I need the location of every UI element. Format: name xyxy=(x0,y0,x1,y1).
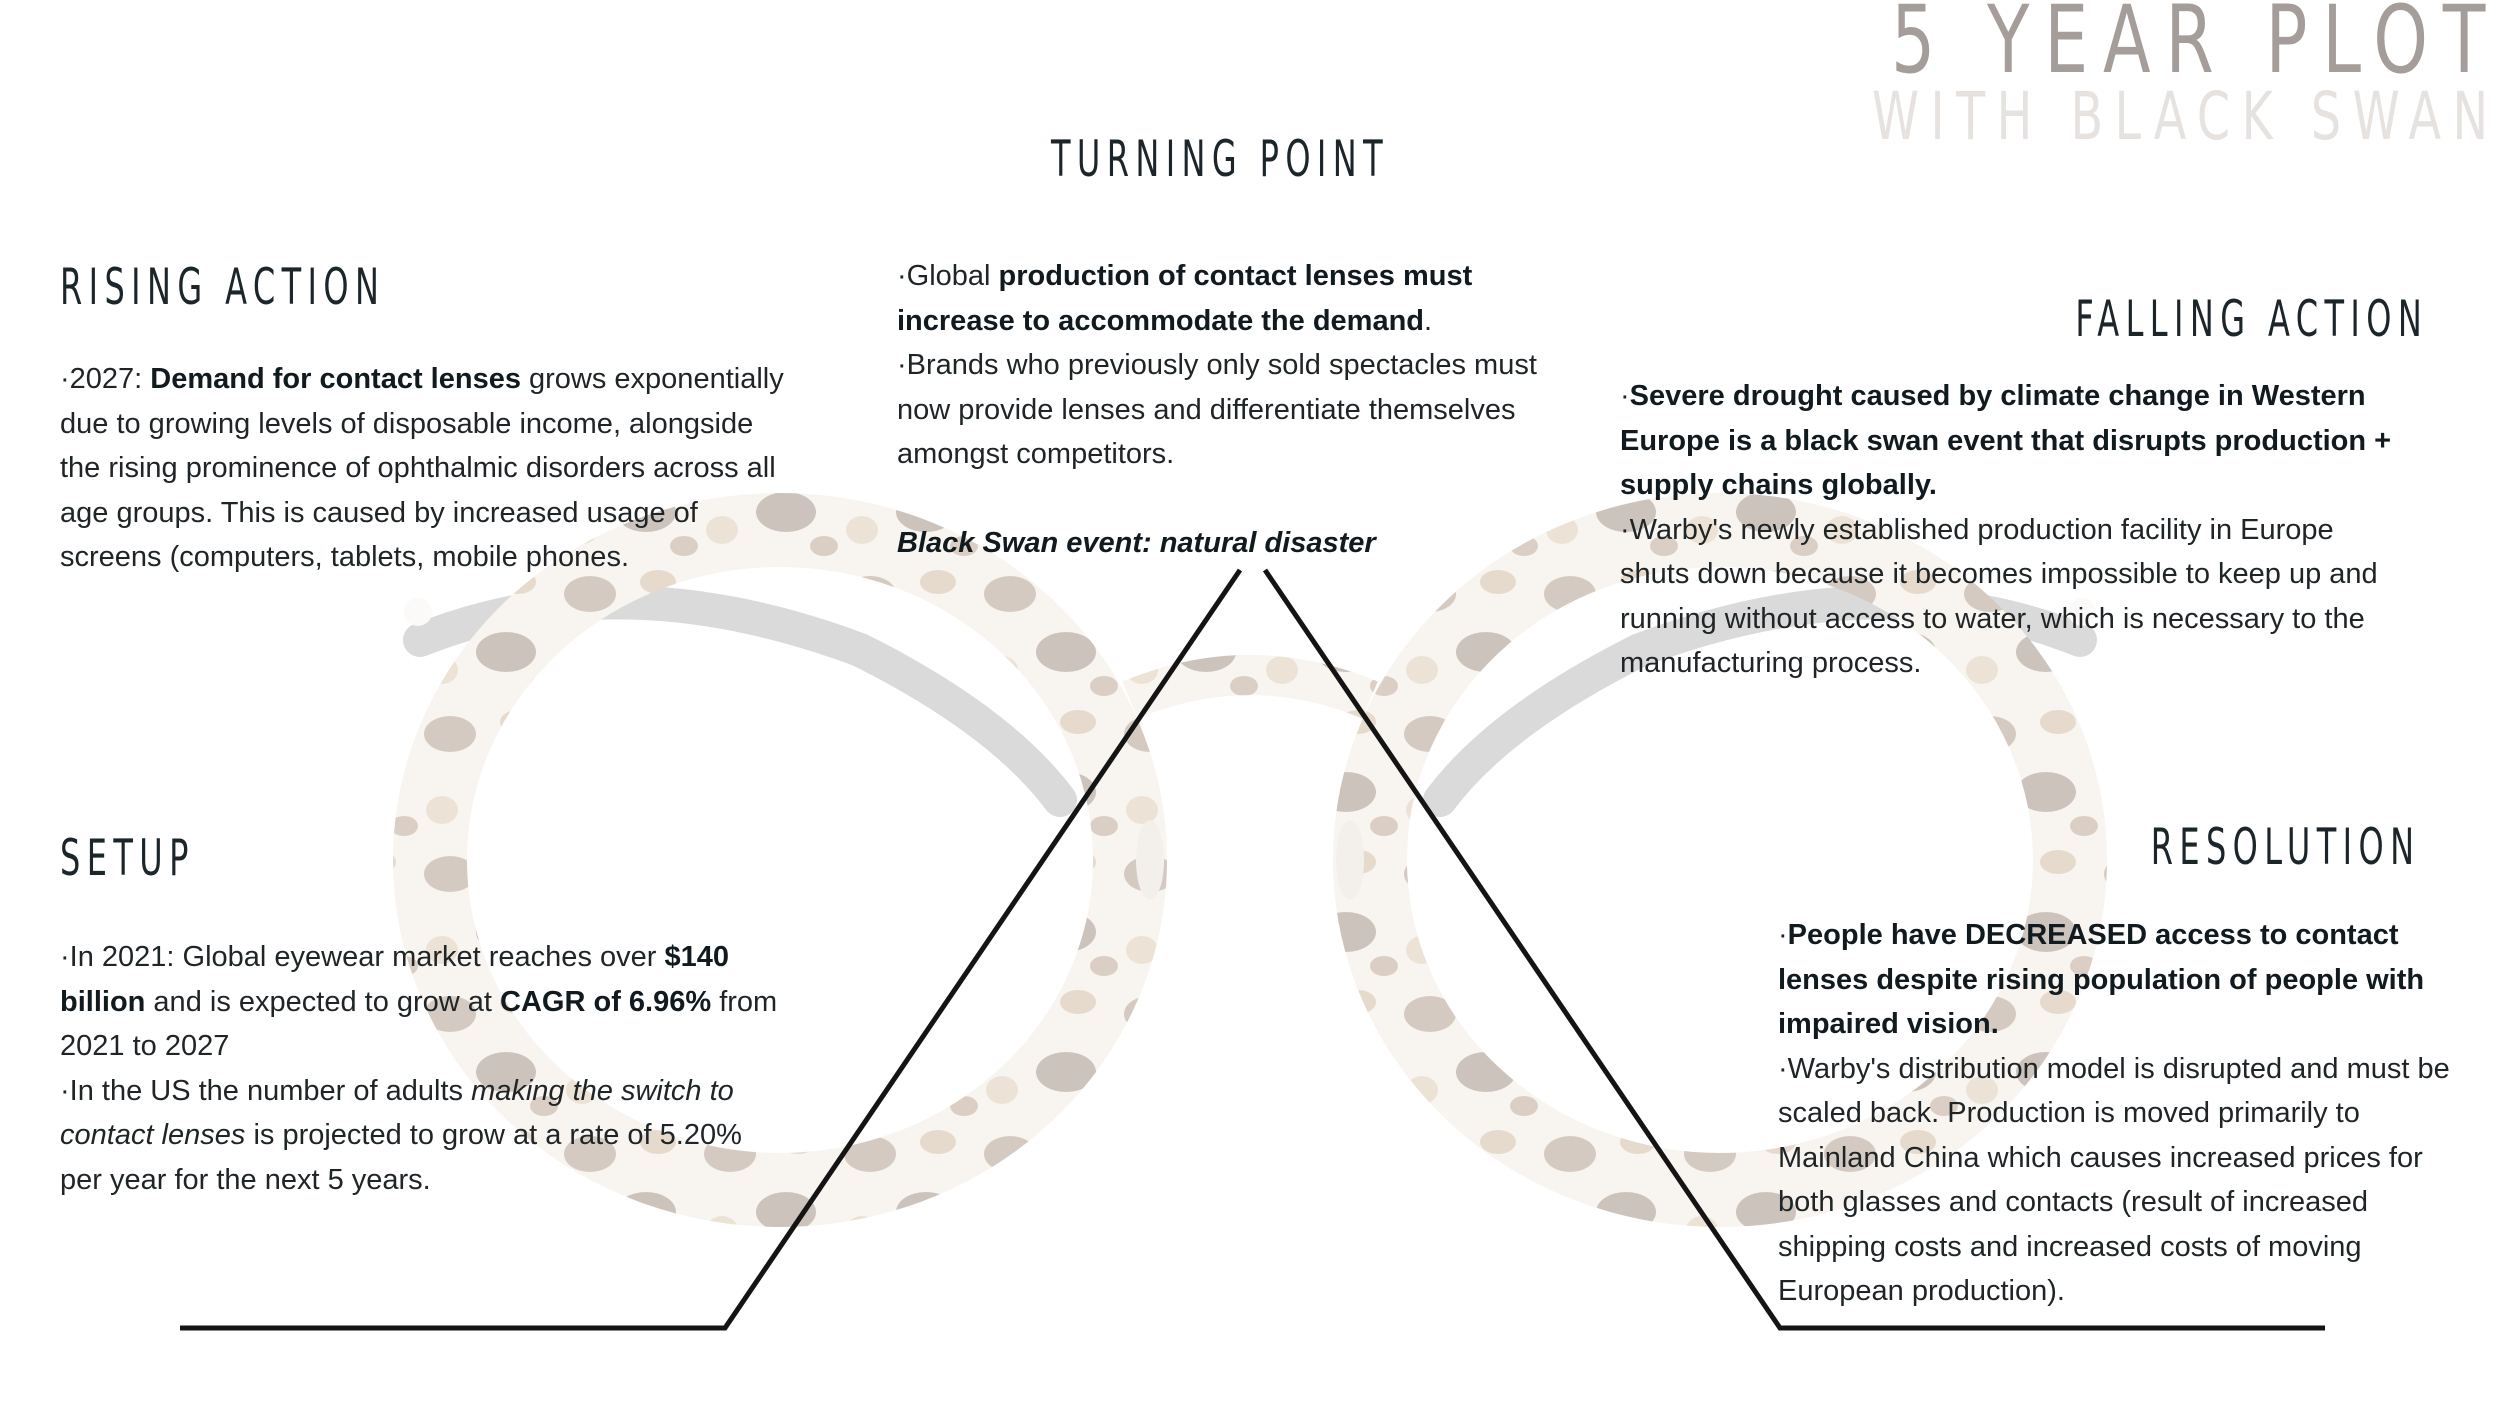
setup-paragraph-2: ·In the US the number of adults making the switch to contact lenses is projected to grow at a rate of 5.20% per year for the next 5 years. xyxy=(60,1074,742,1196)
turning-point-heading: TURNING POINT xyxy=(1050,130,1390,188)
rising-action-paragraph-1: ·2027: Demand for contact lenses grows exponentially due to growing levels of disposable income, alongside the rising prominence of ophthalmic disorders across all age groups. This is caused by increased usage of screens (computers, tablets, mobile phones. xyxy=(60,363,784,573)
resolution-paragraph-2: ·Warby's distribution model is disrupted and must be scaled back. Production is moved primarily to Mainland China which causes increased prices for both glasses and contacts (result of increased shipping costs and increased costs of moving European production). xyxy=(1778,1052,2450,1307)
resolution-text xyxy=(1778,913,2478,1314)
falling-action-paragraph-1: ·Severe drought caused by climate change in Western Europe is a black swan event that disrupts production + supply chains globally. xyxy=(1620,380,2392,501)
falling-action-text xyxy=(1620,374,2410,686)
setup-paragraph-1: ·In 2021: Global eyewear market reaches over $140 billion and is expected to grow at CAGR of 6.96% from 2021 to 2027 xyxy=(60,941,778,1062)
falling-action-paragraph-2: ·Warby's newly established production facility in Europe shuts down because it becomes impossible to keep up and running without access to water, which is necessary to the manufacturing process. xyxy=(1620,513,2378,679)
rising-action-text xyxy=(60,357,800,580)
resolution-heading: RESOLUTION xyxy=(2150,818,2420,876)
turning-point-text xyxy=(897,254,1597,566)
black-swan-event-label: Black Swan event: natural disaster xyxy=(897,527,1376,559)
resolution-paragraph-1: ·People have DECREASED access to contact lenses despite rising population of people with impaired vision. xyxy=(1778,919,2425,1040)
setup-heading: SETUP xyxy=(60,829,195,887)
turning-point-paragraph-2: ·Brands who previously only sold spectacles must now provide lenses and differentiate themselves amongst competitors. xyxy=(897,349,1537,470)
page-title: 5 YEAR PLOT xyxy=(1890,0,2500,95)
rising-action-heading: RISING ACTION xyxy=(60,258,386,316)
page-subtitle: WITH BLACK SWAN xyxy=(1872,78,2500,155)
falling-action-heading: FALLING ACTION xyxy=(2075,290,2428,348)
turning-point-paragraph-1: ·Global production of contact lenses must increase to accommodate the demand. xyxy=(897,260,1473,337)
setup-text xyxy=(60,935,790,1202)
